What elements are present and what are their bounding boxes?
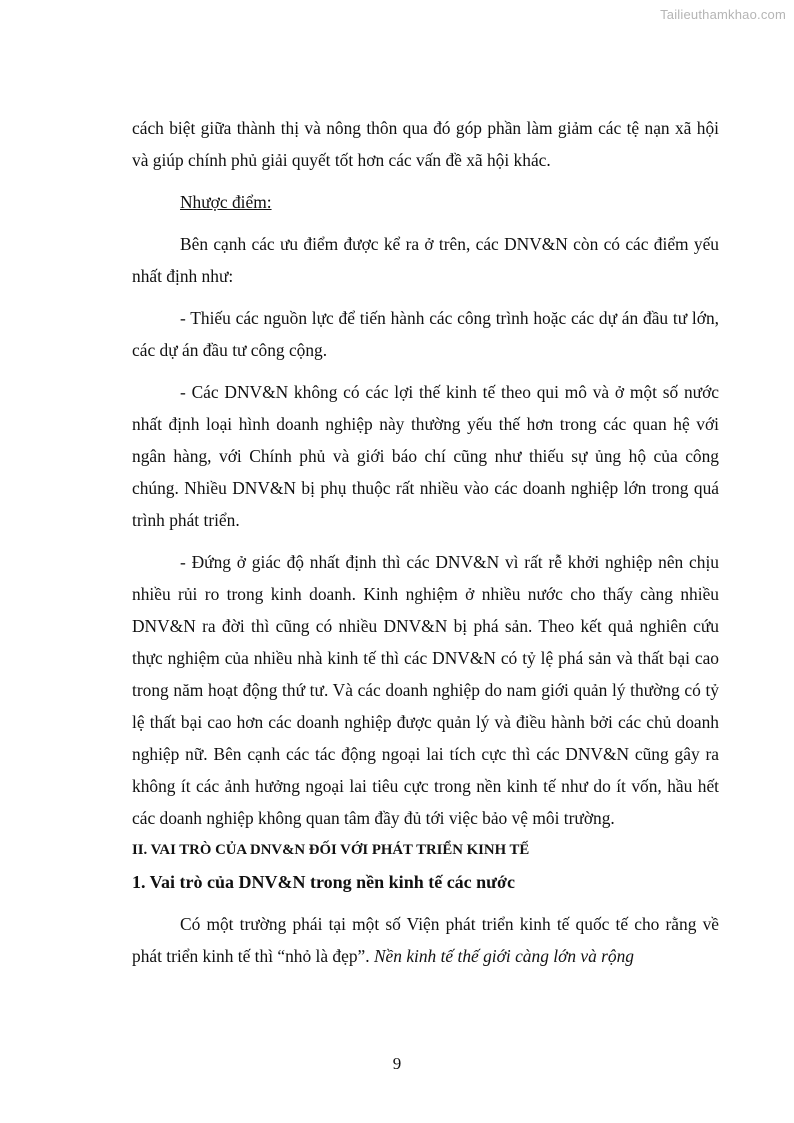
section-heading: II. VAI TRÒ CỦA DNV&N ĐỐI VỚI PHÁT TRIỂN KINH TẾ (132, 842, 530, 858)
page-number: 9 (392, 1054, 402, 1073)
paragraph-role-intro (132, 908, 719, 972)
watermark: Tailieuthamkhao.com (660, 7, 786, 22)
document-body (132, 112, 719, 972)
weakness-heading (132, 186, 719, 218)
weakness-heading-text: Nhược điểm: (180, 192, 272, 212)
paragraph-role-intro-italic: Nền kinh tế thế giới càng lớn và rộng (373, 946, 635, 966)
paragraph-weakness-1: - Thiếu các nguồn lực để tiến hành các công trình hoặc các dự án đầu tư lớn, các dự án đầu tư công cộng. (132, 308, 719, 360)
paragraph-weakness-2: - Các DNV&N không có các lợi thế kinh tế theo qui mô và ở một số nước nhất định loại hình doanh nghiệp này thường yếu thế hơn trong các quan hệ với ngân hàng, với Chính phủ và giới báo chí cũng như thiếu sự ủng hộ của công chúng. Nhiều DNV&N bị phụ thuộc rất nhiều vào các doanh nghiệp lớn trong quá trình phát triển. (132, 382, 719, 530)
paragraph-weakness-intro: Bên cạnh các ưu điểm được kể ra ở trên, các DNV&N còn có các điểm yếu nhất định như: (132, 234, 719, 286)
subsection-heading: 1. Vai trò của DNV&N trong nền kinh tế các nước (132, 872, 515, 892)
paragraph-continuation: cách biệt giữa thành thị và nông thôn qua đó góp phần làm giảm các tệ nạn xã hội và giúp chính phủ giải quyết tốt hơn các vấn đề xã hội khác. (132, 118, 719, 170)
paragraph-role-intro-text: Có một trường phái tại một số Viện phát triển kinh tế quốc tế cho rằng về phát triển kinh tế thì “nhỏ là đẹp”. (132, 914, 719, 966)
paragraph-weakness-3: - Đứng ở giác độ nhất định thì các DNV&N vì rất rễ khởi nghiệp nên chịu nhiều rủi ro trong kinh doanh. Kinh nghiệm ở nhiều nước cho thấy càng nhiều DNV&N ra đời thì cũng có nhiều DNV&N bị phá sản. Theo kết quả nghiên cứu thực nghiệm của nhiều nhà kinh tế thì các DNV&N có tỷ lệ phá sản và thất bại cao trong năm hoạt động thứ tư. Và các doanh nghiệp do nam giới quản lý thường có tỷ lệ thất bại cao hơn các doanh nghiệp được quản lý và điều hành bởi các chủ doanh nghiệp nữ. Bên cạnh các tác động ngoại lai tích cực thì các DNV&N cũng gây ra không ít các ảnh hưởng ngoại lai tiêu cực trong nền kinh tế như do ít vốn, hầu hết các doanh nghiệp không quan tâm đầy đủ tới việc bảo vệ môi trường. (132, 552, 719, 828)
